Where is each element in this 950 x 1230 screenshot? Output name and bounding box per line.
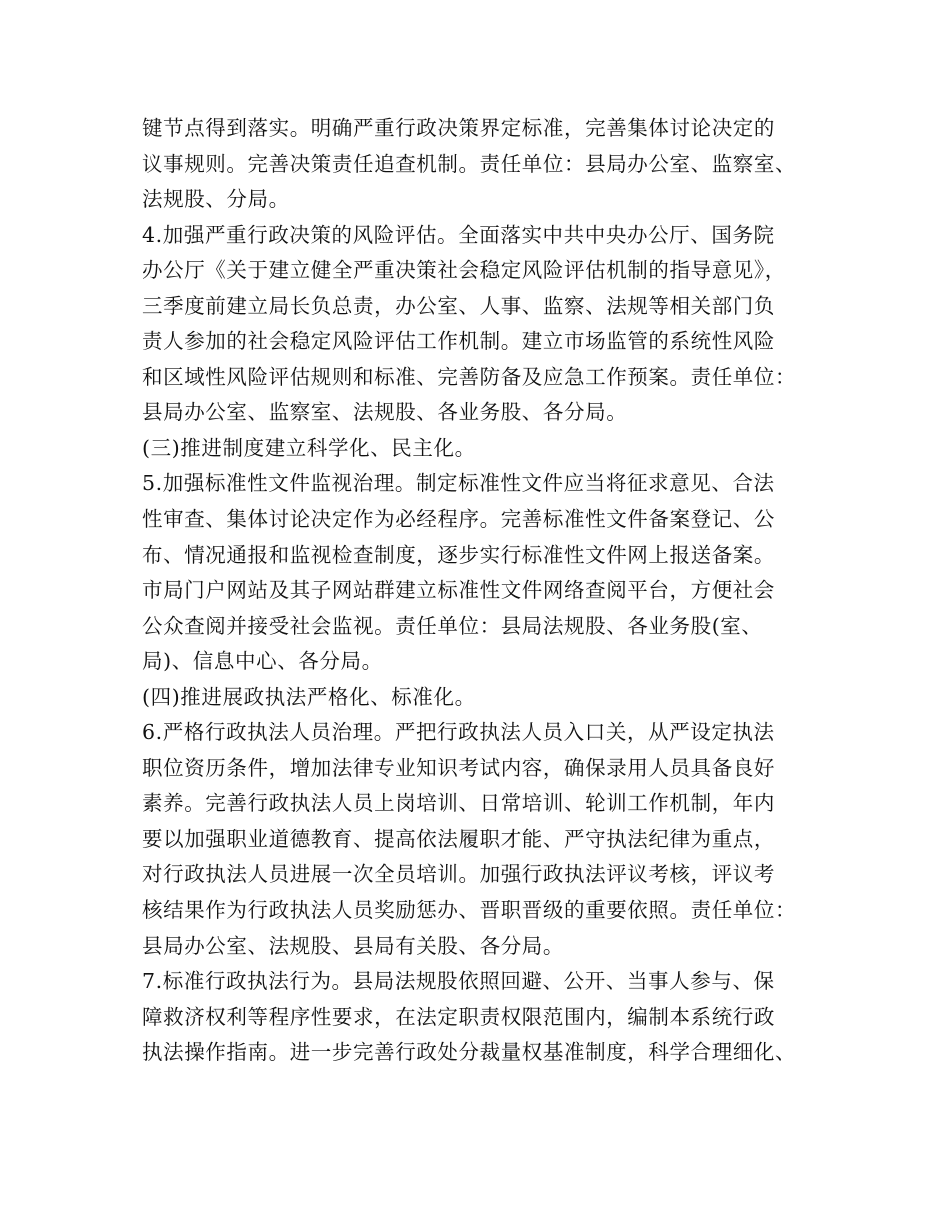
text-line: 键节点得到落实。明确严重行政决策界定标准，完善集体讨论决定的: [142, 116, 775, 140]
text-line: 布、情况通报和监视检查制度，逐步实行标准性文件网上报送备案。: [142, 542, 775, 567]
text-line: 局)、信息中心、各分局。: [142, 649, 383, 674]
text-line: 6.严格行政执法人员治理。严把行政执法人员入口关，从严设定执法: [142, 720, 775, 745]
text-line: 4.加强严重行政决策的风险评估。全面落实中共中央办公厅、国务院: [142, 222, 775, 247]
text-line: 职位资历条件，增加法律专业知识考试内容，确保录用人员具备良好: [142, 755, 775, 780]
text-line: 障救济权利等程序性要求，在法定职责权限范围内，编制本系统行政: [142, 1004, 775, 1029]
text-line: 责人参加的社会稳定风险评估工作机制。建立市场监管的系统性风险: [142, 329, 775, 354]
text-line: 和区域性风险评估规则和标准、完善防备及应急工作预案。责任单位：: [142, 364, 797, 389]
text-line: 市局门户网站及其子网站群建立标准性文件网络查阅平台，方便社会: [142, 578, 775, 603]
text-line: 核结果作为行政执法人员奖励惩办、晋职晋级的重要依照。责任单位：: [142, 898, 797, 923]
text-line: 7.标准行政执法行为。县局法规股依照回避、公开、当事人参与、保: [142, 969, 775, 994]
text-line: 执法操作指南。进一步完善行政处分裁量权基准制度，科学合理细化、: [142, 1040, 797, 1065]
text-line: 县局办公室、法规股、县局有关股、各分局。: [142, 933, 564, 958]
text-line: 对行政执法人员进展一次全员培训。加强行政执法评议考核，评议考: [142, 862, 775, 887]
text-line: 县局办公室、监察室、法规股、各业务股、各分局。: [142, 400, 628, 425]
text-line: 要以加强职业道德教育、提高依法履职才能、严守执法纪律为重点，: [142, 826, 775, 851]
text-line: 法规股、分局。: [142, 187, 290, 212]
section-heading: (四)推进展政执法严格化、标准化。: [142, 684, 476, 709]
text-line: 三季度前建立局长负总责，办公室、人事、监察、法规等相关部门负: [142, 293, 775, 318]
text-line: 公众查阅并接受社会监视。责任单位：县局法规股、各业务股(室、: [142, 613, 763, 638]
text-line: 办公厅《关于建立健全严重决策社会稳定风险评估机制的指导意见》，: [142, 258, 786, 283]
text-line: 议事规则。完善决策责任追查机制。责任单位：县局办公室、监察室、: [142, 151, 797, 176]
text-line: 性审查、集体讨论决定作为必经程序。完善标准性文件备案登记、公: [142, 507, 775, 532]
text-line: 5.加强标准性文件监视治理。制定标准性文件应当将征求意见、合法: [142, 471, 775, 496]
text-line: 素养。完善行政执法人员上岗培训、日常培训、轮训工作机制，年内: [142, 791, 775, 816]
section-heading: (三)推进制度建立科学化、民主化。: [142, 435, 476, 460]
